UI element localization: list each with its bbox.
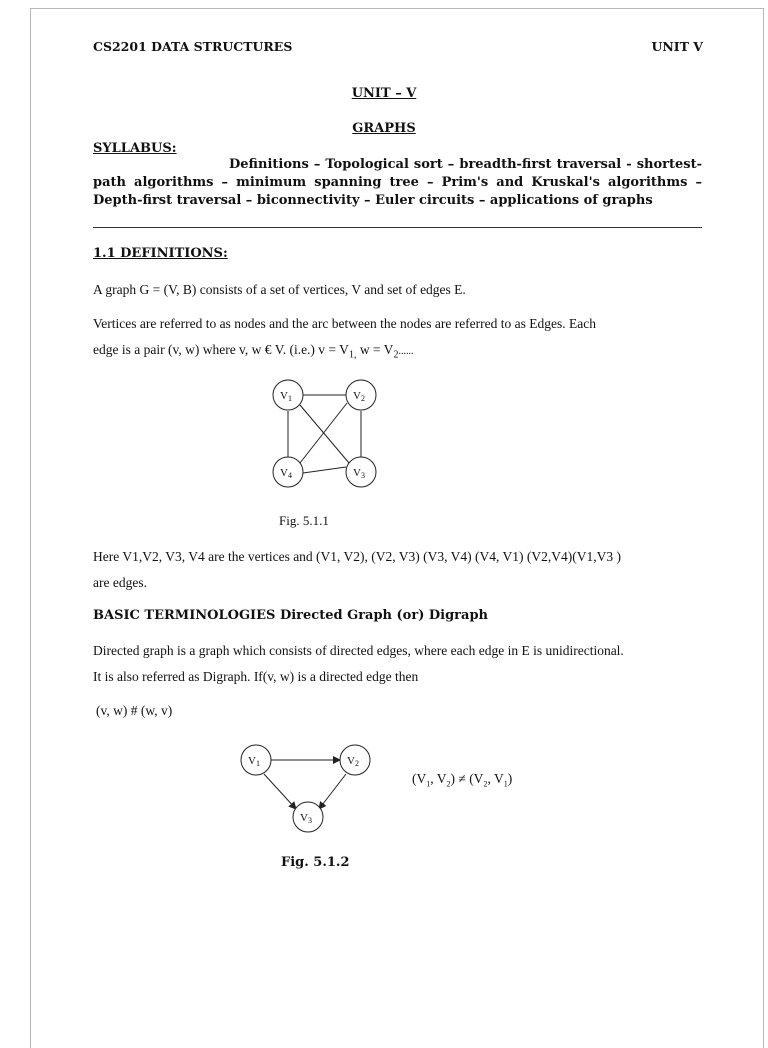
subscript: 1 (503, 779, 508, 789)
divider (93, 227, 702, 228)
subscript: 1 (426, 779, 431, 789)
text-fragment: , V (487, 771, 504, 786)
section-heading: 1.1 DEFINITIONS: (93, 246, 228, 261)
syllabus-body: Definitions – Topological sort – breadth-first traversal - shortest-path algorithms – minimum spanning tree – Prim's and Kruskal's algorithms – Depth-first traversal – biconnectivity – Euler circuits – applications of graphs (93, 157, 702, 208)
unit-heading: UNIT – V (351, 86, 417, 101)
digraph-node-v1-label: V1 (248, 755, 260, 768)
paragraph-digraph-line2: It is also referred as Digraph. If(v, w) is a directed edge then (93, 669, 419, 684)
text-fragment: edge is a pair (v, w) where v, w € V. (i.e.) v = V (93, 342, 349, 357)
topic-heading: GRAPHS (352, 121, 416, 136)
syllabus-label: SYLLABUS: (93, 141, 177, 156)
subscript: 2 (483, 779, 488, 789)
edge-v3-v4 (303, 467, 346, 473)
figure1-caption: Fig. 5.1.1 (279, 513, 329, 528)
text-fragment: w = V (356, 342, 394, 357)
paragraph-digraph-line1: Directed graph is a graph which consists of directed edges, where each edge in E is unidirectional. (93, 643, 624, 658)
paragraph-edges-line2: are edges. (93, 575, 147, 590)
paragraph-vertices (93, 311, 702, 369)
digraph-inequality (412, 771, 512, 789)
paragraph-vertices-line1: Vertices are referred to as nodes and the arc between the nodes are referred to as Edges. Each (93, 316, 596, 331)
text-fragment: (V (412, 771, 427, 786)
node-v4-label: V4 (280, 467, 292, 480)
unit-header: UNIT V (651, 39, 703, 54)
text-fragment: , V (430, 771, 447, 786)
figure-undirected-graph (260, 375, 390, 495)
paragraph-edges-line1: Here V1,V2, V3, V4 are the vertices and (V1, V2), (V2, V3) (V3, V4) (V4, V1) (V2,V4)(V1,V3 ) (93, 549, 622, 564)
edge-v2-to-v3 (319, 774, 346, 809)
node-v3-label: V3 (353, 467, 365, 480)
text-fragment: (V (469, 771, 484, 786)
node-v2-label: V2 (353, 390, 365, 403)
figure-directed-graph (235, 740, 380, 835)
paragraph-digraph (93, 638, 702, 690)
node-v1-label: V1 (280, 390, 292, 403)
paragraph-vertices-line2 (93, 337, 702, 369)
text-fragment: ) (450, 771, 456, 786)
text-fragment: ) (507, 771, 513, 786)
not-equal-symbol: ≠ (458, 771, 466, 786)
subscript: 1, (348, 349, 357, 361)
syllabus-text (93, 156, 702, 210)
digraph-node-v2-label: V2 (347, 755, 359, 768)
paragraph-graph-definition: A graph G = (V, B) consists of a set of vertices, V and set of edges E. (93, 282, 466, 297)
subscript: 2 (446, 779, 451, 789)
basic-terminologies-heading: BASIC TERMINOLOGIES Directed Graph (or) Digraph (93, 608, 488, 623)
text-fragment: ...... (398, 346, 414, 357)
subscript: 2 (393, 349, 399, 361)
edge-v1-to-v3 (264, 774, 296, 809)
relation-text: (v, w) # (w, v) (96, 703, 173, 718)
figure2-caption: Fig. 5.1.2 (281, 855, 350, 870)
digraph-node-v3-label: V3 (300, 812, 312, 825)
paragraph-edges (93, 544, 702, 596)
course-header: CS2201 DATA STRUCTURES (93, 39, 293, 54)
